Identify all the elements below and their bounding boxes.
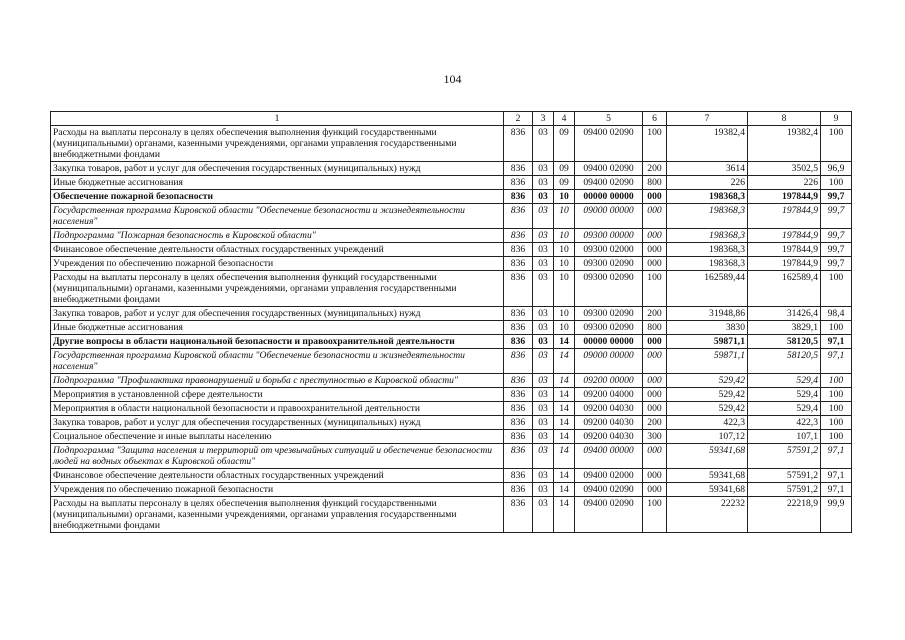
header-cell: 2 [504, 112, 533, 126]
header-cell: 3 [533, 112, 554, 126]
cell-planned-amount: 198368,3 [667, 229, 748, 243]
table-row [51, 176, 852, 190]
cell-section: 03 [533, 257, 554, 271]
cell-planned-amount: 529,42 [667, 402, 748, 416]
cell-name: Закупка товаров, работ и услуг для обеспечения государственных (муниципальных) нужд [51, 307, 504, 321]
cell-planned-amount: 59341,68 [667, 469, 748, 483]
cell-target-article: 09400 02090 [575, 483, 643, 497]
cell-executed-amount: 529,4 [748, 388, 821, 402]
cell-admin-code: 836 [504, 430, 533, 444]
cell-expense-type: 000 [643, 444, 667, 469]
cell-admin-code: 836 [504, 349, 533, 374]
cell-name: Обеспечение пожарной безопасности [51, 190, 504, 204]
cell-expense-type: 000 [643, 243, 667, 257]
cell-executed-amount: 22218,9 [748, 497, 821, 533]
cell-execution-percent: 100 [821, 388, 852, 402]
table-row [51, 335, 852, 349]
cell-execution-percent: 100 [821, 321, 852, 335]
cell-executed-amount: 31426,4 [748, 307, 821, 321]
cell-name: Учреждения по обеспечению пожарной безопасности [51, 257, 504, 271]
cell-execution-percent: 99,7 [821, 204, 852, 229]
cell-planned-amount: 198368,3 [667, 257, 748, 271]
cell-expense-type: 300 [643, 430, 667, 444]
cell-admin-code: 836 [504, 444, 533, 469]
cell-name: Иные бюджетные ассигнования [51, 176, 504, 190]
cell-target-article: 09200 04030 [575, 430, 643, 444]
cell-executed-amount: 197844,9 [748, 204, 821, 229]
cell-name: Подпрограмма "Пожарная безопасность в Кировской области" [51, 229, 504, 243]
cell-planned-amount: 529,42 [667, 388, 748, 402]
cell-planned-amount: 22232 [667, 497, 748, 533]
cell-planned-amount: 3830 [667, 321, 748, 335]
cell-section: 03 [533, 271, 554, 307]
table-body [51, 112, 852, 533]
cell-executed-amount: 162589,4 [748, 271, 821, 307]
cell-target-article: 09200 04030 [575, 402, 643, 416]
cell-target-article: 09400 02090 [575, 126, 643, 162]
table-row [51, 483, 852, 497]
cell-execution-percent: 98,4 [821, 307, 852, 321]
cell-target-article: 09300 02090 [575, 271, 643, 307]
cell-execution-percent: 99,7 [821, 243, 852, 257]
cell-executed-amount: 58120,5 [748, 349, 821, 374]
cell-name: Иные бюджетные ассигнования [51, 321, 504, 335]
cell-admin-code: 836 [504, 229, 533, 243]
cell-execution-percent: 97,1 [821, 349, 852, 374]
cell-execution-percent: 100 [821, 416, 852, 430]
cell-execution-percent: 99,7 [821, 257, 852, 271]
cell-target-article: 09400 00000 [575, 444, 643, 469]
cell-expense-type: 000 [643, 229, 667, 243]
cell-expense-type: 200 [643, 307, 667, 321]
cell-execution-percent: 99,9 [821, 497, 852, 533]
cell-executed-amount: 57591,2 [748, 483, 821, 497]
cell-admin-code: 836 [504, 126, 533, 162]
cell-target-article: 00000 00000 [575, 335, 643, 349]
header-cell: 8 [748, 112, 821, 126]
cell-name: Финансовое обеспечение деятельности областных государственных учреждений [51, 243, 504, 257]
table-row [51, 321, 852, 335]
cell-subsection: 09 [554, 126, 575, 162]
cell-executed-amount: 3502,5 [748, 162, 821, 176]
cell-execution-percent: 97,1 [821, 444, 852, 469]
cell-target-article: 09400 02090 [575, 162, 643, 176]
cell-admin-code: 836 [504, 307, 533, 321]
cell-expense-type: 800 [643, 176, 667, 190]
cell-admin-code: 836 [504, 321, 533, 335]
cell-name: Мероприятия в области национальной безопасности и правоохранительной деятельности [51, 402, 504, 416]
cell-execution-percent: 100 [821, 430, 852, 444]
cell-expense-type: 000 [643, 388, 667, 402]
cell-admin-code: 836 [504, 497, 533, 533]
cell-name: Подпрограмма "Защита населения и территорий от чрезвычайных ситуаций и обеспечение безопасности людей на водных объектах в Кировской области" [51, 444, 504, 469]
cell-admin-code: 836 [504, 162, 533, 176]
cell-subsection: 14 [554, 469, 575, 483]
cell-executed-amount: 58120,5 [748, 335, 821, 349]
cell-execution-percent: 100 [821, 402, 852, 416]
cell-section: 03 [533, 416, 554, 430]
cell-target-article: 00000 00000 [575, 190, 643, 204]
cell-executed-amount: 197844,9 [748, 190, 821, 204]
table-row [51, 430, 852, 444]
cell-executed-amount: 529,4 [748, 374, 821, 388]
cell-section: 03 [533, 388, 554, 402]
cell-execution-percent: 100 [821, 126, 852, 162]
cell-section: 03 [533, 229, 554, 243]
cell-expense-type: 800 [643, 321, 667, 335]
cell-section: 03 [533, 126, 554, 162]
cell-name: Расходы на выплаты персоналу в целях обеспечения выполнения функций государственными (муниципальными) органами, казенными учреждениями, органами управления государственными внебюджетными фондами [51, 497, 504, 533]
header-cell: 1 [51, 112, 504, 126]
cell-planned-amount: 198368,3 [667, 204, 748, 229]
table-row [51, 229, 852, 243]
cell-expense-type: 100 [643, 497, 667, 533]
cell-planned-amount: 31948,86 [667, 307, 748, 321]
cell-execution-percent: 99,7 [821, 229, 852, 243]
cell-admin-code: 836 [504, 483, 533, 497]
cell-planned-amount: 59871,1 [667, 349, 748, 374]
cell-target-article: 09000 00000 [575, 349, 643, 374]
table-row [51, 257, 852, 271]
cell-expense-type: 000 [643, 190, 667, 204]
table-row [51, 204, 852, 229]
table-row [51, 444, 852, 469]
cell-section: 03 [533, 444, 554, 469]
header-cell: 7 [667, 112, 748, 126]
cell-planned-amount: 162589,44 [667, 271, 748, 307]
cell-section: 03 [533, 497, 554, 533]
cell-expense-type: 100 [643, 271, 667, 307]
cell-execution-percent: 100 [821, 176, 852, 190]
cell-name: Закупка товаров, работ и услуг для обеспечения государственных (муниципальных) нужд [51, 416, 504, 430]
cell-planned-amount: 59871,1 [667, 335, 748, 349]
header-cell: 9 [821, 112, 852, 126]
table-row [51, 271, 852, 307]
table-row [51, 349, 852, 374]
cell-admin-code: 836 [504, 335, 533, 349]
cell-executed-amount: 226 [748, 176, 821, 190]
cell-expense-type: 000 [643, 335, 667, 349]
cell-expense-type: 000 [643, 402, 667, 416]
header-cell: 5 [575, 112, 643, 126]
cell-name: Расходы на выплаты персоналу в целях обеспечения выполнения функций государственными (муниципальными) органами, казенными учреждениями, органами управления государственными внебюджетными фондами [51, 271, 504, 307]
cell-subsection: 14 [554, 430, 575, 444]
table-row [51, 162, 852, 176]
cell-subsection: 14 [554, 497, 575, 533]
cell-subsection: 10 [554, 271, 575, 307]
cell-planned-amount: 107,12 [667, 430, 748, 444]
cell-executed-amount: 107,1 [748, 430, 821, 444]
cell-subsection: 10 [554, 321, 575, 335]
cell-planned-amount: 226 [667, 176, 748, 190]
cell-section: 03 [533, 204, 554, 229]
cell-admin-code: 836 [504, 271, 533, 307]
cell-section: 03 [533, 307, 554, 321]
cell-target-article: 09300 02000 [575, 243, 643, 257]
cell-planned-amount: 19382,4 [667, 126, 748, 162]
cell-target-article: 09300 02090 [575, 321, 643, 335]
table-row [51, 126, 852, 162]
cell-name: Социальное обеспечение и иные выплаты населению [51, 430, 504, 444]
cell-name: Учреждения по обеспечению пожарной безопасности [51, 483, 504, 497]
table-row [51, 243, 852, 257]
cell-section: 03 [533, 402, 554, 416]
cell-subsection: 09 [554, 162, 575, 176]
cell-section: 03 [533, 430, 554, 444]
cell-subsection: 10 [554, 257, 575, 271]
budget-table [50, 111, 852, 533]
cell-executed-amount: 19382,4 [748, 126, 821, 162]
cell-execution-percent: 97,1 [821, 483, 852, 497]
cell-target-article: 09400 02090 [575, 497, 643, 533]
table-row [51, 416, 852, 430]
cell-expense-type: 000 [643, 469, 667, 483]
cell-target-article: 09000 00000 [575, 204, 643, 229]
cell-subsection: 10 [554, 307, 575, 321]
cell-admin-code: 836 [504, 374, 533, 388]
cell-expense-type: 000 [643, 204, 667, 229]
cell-admin-code: 836 [504, 469, 533, 483]
cell-subsection: 14 [554, 402, 575, 416]
cell-execution-percent: 100 [821, 271, 852, 307]
header-cell: 4 [554, 112, 575, 126]
cell-name: Государственная программа Кировской области "Обеспечение безопасности и жизнедеятельности населения" [51, 204, 504, 229]
cell-section: 03 [533, 162, 554, 176]
header-cell: 6 [643, 112, 667, 126]
cell-subsection: 14 [554, 349, 575, 374]
cell-admin-code: 836 [504, 176, 533, 190]
cell-subsection: 14 [554, 483, 575, 497]
cell-executed-amount: 529,4 [748, 402, 821, 416]
cell-expense-type: 200 [643, 416, 667, 430]
cell-subsection: 14 [554, 416, 575, 430]
table-row [51, 402, 852, 416]
cell-expense-type: 100 [643, 126, 667, 162]
cell-execution-percent: 99,7 [821, 190, 852, 204]
cell-section: 03 [533, 321, 554, 335]
cell-executed-amount: 3829,1 [748, 321, 821, 335]
cell-subsection: 10 [554, 190, 575, 204]
cell-executed-amount: 197844,9 [748, 229, 821, 243]
cell-target-article: 09300 02090 [575, 257, 643, 271]
table-row [51, 469, 852, 483]
cell-admin-code: 836 [504, 416, 533, 430]
cell-admin-code: 836 [504, 204, 533, 229]
page-number: 104 [443, 72, 462, 86]
table-row [51, 374, 852, 388]
table-row [51, 388, 852, 402]
cell-executed-amount: 197844,9 [748, 257, 821, 271]
cell-admin-code: 836 [504, 402, 533, 416]
table-row [51, 190, 852, 204]
cell-name: Закупка товаров, работ и услуг для обеспечения государственных (муниципальных) нужд [51, 162, 504, 176]
cell-section: 03 [533, 469, 554, 483]
cell-subsection: 10 [554, 229, 575, 243]
cell-execution-percent: 97,1 [821, 469, 852, 483]
cell-section: 03 [533, 190, 554, 204]
cell-expense-type: 000 [643, 483, 667, 497]
cell-admin-code: 836 [504, 388, 533, 402]
cell-admin-code: 836 [504, 243, 533, 257]
cell-subsection: 14 [554, 374, 575, 388]
cell-subsection: 10 [554, 204, 575, 229]
cell-expense-type: 200 [643, 162, 667, 176]
cell-name: Подпрограмма "Профилактика правонарушений и борьба с преступностью в Кировской области" [51, 374, 504, 388]
cell-executed-amount: 422,3 [748, 416, 821, 430]
cell-expense-type: 000 [643, 349, 667, 374]
cell-section: 03 [533, 349, 554, 374]
cell-execution-percent: 97,1 [821, 335, 852, 349]
cell-target-article: 09300 02090 [575, 307, 643, 321]
cell-planned-amount: 422,3 [667, 416, 748, 430]
cell-execution-percent: 96,9 [821, 162, 852, 176]
cell-section: 03 [533, 374, 554, 388]
cell-executed-amount: 57591,2 [748, 469, 821, 483]
cell-name: Государственная программа Кировской области "Обеспечение безопасности и жизнедеятельности населения" [51, 349, 504, 374]
cell-subsection: 09 [554, 176, 575, 190]
cell-planned-amount: 59341,68 [667, 444, 748, 469]
cell-executed-amount: 57591,2 [748, 444, 821, 469]
cell-subsection: 14 [554, 444, 575, 469]
cell-target-article: 09200 00000 [575, 374, 643, 388]
cell-section: 03 [533, 243, 554, 257]
cell-section: 03 [533, 176, 554, 190]
cell-section: 03 [533, 335, 554, 349]
cell-planned-amount: 3614 [667, 162, 748, 176]
cell-target-article: 09400 02090 [575, 176, 643, 190]
cell-name: Другие вопросы в области национальной безопасности и правоохранительной деятельности [51, 335, 504, 349]
cell-expense-type: 000 [643, 257, 667, 271]
cell-name: Расходы на выплаты персоналу в целях обеспечения выполнения функций государственными (муниципальными) органами, казенными учреждениями, органами управления государственными внебюджетными фондами [51, 126, 504, 162]
cell-target-article: 09200 04000 [575, 388, 643, 402]
cell-admin-code: 836 [504, 190, 533, 204]
cell-name: Финансовое обеспечение деятельности областных государственных учреждений [51, 469, 504, 483]
cell-subsection: 14 [554, 335, 575, 349]
cell-planned-amount: 59341,68 [667, 483, 748, 497]
table-row [51, 497, 852, 533]
cell-subsection: 14 [554, 388, 575, 402]
cell-section: 03 [533, 483, 554, 497]
cell-name: Мероприятия в установленной сфере деятельности [51, 388, 504, 402]
cell-expense-type: 000 [643, 374, 667, 388]
cell-subsection: 10 [554, 243, 575, 257]
cell-planned-amount: 529,42 [667, 374, 748, 388]
cell-executed-amount: 197844,9 [748, 243, 821, 257]
cell-planned-amount: 198368,3 [667, 243, 748, 257]
table-header-row [51, 112, 852, 126]
cell-execution-percent: 100 [821, 374, 852, 388]
cell-target-article: 09400 02000 [575, 469, 643, 483]
cell-planned-amount: 198368,3 [667, 190, 748, 204]
cell-target-article: 09300 00000 [575, 229, 643, 243]
cell-target-article: 09200 04030 [575, 416, 643, 430]
cell-admin-code: 836 [504, 257, 533, 271]
table-row [51, 307, 852, 321]
